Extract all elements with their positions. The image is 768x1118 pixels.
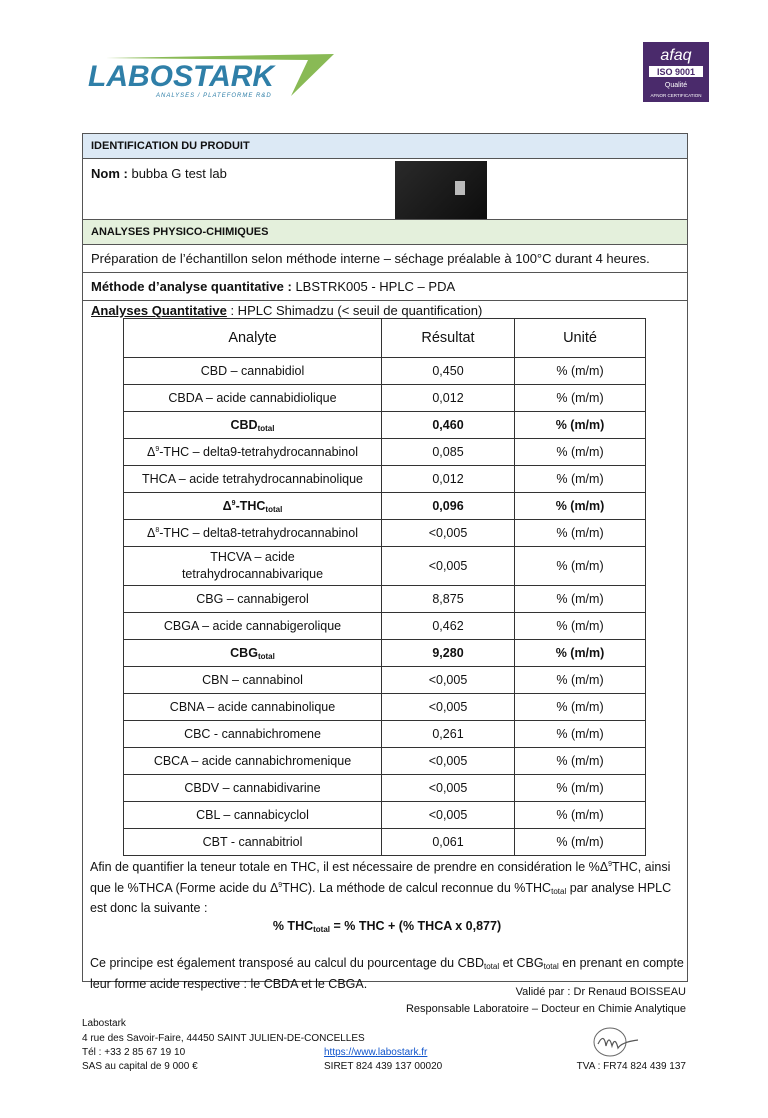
table-row bbox=[124, 439, 646, 466]
table-row bbox=[124, 547, 646, 586]
afaq-iso-badge bbox=[643, 42, 709, 102]
validated-by: Validé par : Dr Renaud BOISSEAU bbox=[515, 986, 686, 998]
unit-cell: % (m/m) bbox=[515, 547, 646, 586]
table-row bbox=[124, 802, 646, 829]
table-row bbox=[124, 667, 646, 694]
analyte-cell: $\Delta^9-THC_{total}$ bbox=[124, 493, 382, 520]
analyte-cell: $CBG_{total}$ bbox=[124, 640, 382, 667]
result-cell: <0,005 bbox=[382, 520, 515, 547]
note-paragraph-1: Afin de quantifier la teneur totale en THC, il est nécessaire de prendre en considération le $\%\Delta^9THC$, ainsi que le %THCA (Forme acide du $\Delta^9THC$). La méthode de calcul reconnue du $\%THC_{total}$ par analyse HPLC est donc la suivante : bbox=[90, 860, 672, 916]
table-row bbox=[124, 493, 646, 520]
footer-company: Labostark bbox=[82, 1018, 126, 1029]
analyte-cell: THCVA – acide tetrahydrocannabivarique bbox=[124, 547, 382, 586]
quant-label: Analyses Quantitative bbox=[91, 303, 227, 318]
result-cell: 0,012 bbox=[382, 466, 515, 493]
table-row bbox=[124, 466, 646, 493]
method-label: Méthode d’analyse quantitative : bbox=[91, 279, 292, 294]
note-paragraph-2: Ce principe est également transposé au calcul du pourcentage du $CBD_{total}$ et $CBG_{total}$ en prenant en compte leur forme acide respective : le CBDA et le CBGA. bbox=[90, 956, 684, 991]
result-cell: 0,061 bbox=[382, 829, 515, 856]
result-cell: <0,005 bbox=[382, 775, 515, 802]
footer-phone: Tél : +33 2 85 67 19 10 bbox=[82, 1047, 186, 1058]
analysis-section-title: ANALYSES PHYSICO-CHIMIQUES bbox=[83, 220, 687, 245]
header-result: Résultat bbox=[382, 319, 515, 358]
unit-cell: % (m/m) bbox=[515, 466, 646, 493]
table-row bbox=[124, 412, 646, 439]
table-row bbox=[124, 748, 646, 775]
result-cell: 0,450 bbox=[382, 358, 515, 385]
brand-tagline: ANALYSES / PLATEFORME R&D bbox=[156, 93, 272, 99]
result-cell: <0,005 bbox=[382, 802, 515, 829]
header-unit: Unité bbox=[515, 319, 646, 358]
result-cell: 0,462 bbox=[382, 613, 515, 640]
analyte-cell: $CBD_{total}$ bbox=[124, 412, 382, 439]
analyte-cell: CBGA – acide cannabigerolique bbox=[124, 613, 382, 640]
unit-cell: % (m/m) bbox=[515, 412, 646, 439]
analyte-cell: $\Delta^8$-THC – delta8-tetrahydrocannabinol bbox=[124, 520, 382, 547]
unit-cell: % (m/m) bbox=[515, 721, 646, 748]
unit-cell: % (m/m) bbox=[515, 358, 646, 385]
method-value: LBSTRK005 - HPLC – PDA bbox=[295, 279, 456, 294]
method-row bbox=[83, 273, 687, 301]
table-header-row bbox=[124, 319, 646, 358]
signature bbox=[584, 1020, 644, 1060]
table-row bbox=[124, 613, 646, 640]
result-cell: <0,005 bbox=[382, 667, 515, 694]
footer-capital: SAS au capital de 9 000 € bbox=[82, 1061, 198, 1072]
analyte-cell: CBDV – cannabidivarine bbox=[124, 775, 382, 802]
header-analyte: Analyte bbox=[124, 319, 382, 358]
result-cell: 0,012 bbox=[382, 385, 515, 412]
analyte-cell: CBDA – acide cannabidiolique bbox=[124, 385, 382, 412]
footer-siret: SIRET 824 439 137 00020 bbox=[324, 1061, 443, 1072]
table-row bbox=[124, 520, 646, 547]
result-cell: 0,261 bbox=[382, 721, 515, 748]
analyte-cell: CBT - cannabitriol bbox=[124, 829, 382, 856]
analyte-cell: CBG – cannabigerol bbox=[124, 586, 382, 613]
analyte-cell: $\Delta^9$-THC – delta9-tetrahydrocannabinol bbox=[124, 439, 382, 466]
unit-cell: % (m/m) bbox=[515, 748, 646, 775]
result-cell: <0,005 bbox=[382, 547, 515, 586]
product-name: bubba G test lab bbox=[131, 166, 227, 181]
name-label: Nom : bbox=[91, 166, 128, 181]
result-cell: <0,005 bbox=[382, 748, 515, 775]
result-cell: <0,005 bbox=[382, 694, 515, 721]
unit-cell: % (m/m) bbox=[515, 640, 646, 667]
unit-cell: % (m/m) bbox=[515, 520, 646, 547]
product-name-row bbox=[83, 159, 687, 220]
calculation-notes bbox=[90, 856, 684, 993]
product-photo bbox=[395, 161, 487, 219]
unit-cell: % (m/m) bbox=[515, 613, 646, 640]
table-row bbox=[124, 694, 646, 721]
table-row bbox=[124, 358, 646, 385]
table-row bbox=[124, 721, 646, 748]
analyte-cell: CBC - cannabichromene bbox=[124, 721, 382, 748]
analyte-cell: CBNA – acide cannabinolique bbox=[124, 694, 382, 721]
thc-formula: % $THC_{total}$ = % THC + (% THCA x 0,877) bbox=[272, 918, 502, 934]
preparation-text: Préparation de l’échantillon selon méthode interne – séchage préalable à 100°C durant 4 heures. bbox=[83, 245, 687, 273]
brand-name: LABOSTARK bbox=[88, 60, 275, 93]
result-cell: 0,096 bbox=[382, 493, 515, 520]
unit-cell: % (m/m) bbox=[515, 775, 646, 802]
table-row bbox=[124, 829, 646, 856]
unit-cell: % (m/m) bbox=[515, 385, 646, 412]
results-table bbox=[123, 318, 646, 856]
afaq-name: afaq bbox=[660, 47, 692, 64]
product-section-title: IDENTIFICATION DU PRODUIT bbox=[83, 134, 687, 159]
footer-tva: TVA : FR74 824 439 137 bbox=[576, 1061, 686, 1072]
analyte-cell: CBCA – acide cannabichromenique bbox=[124, 748, 382, 775]
result-cell: 0,085 bbox=[382, 439, 515, 466]
quality-label: Qualité bbox=[664, 82, 688, 89]
unit-cell: % (m/m) bbox=[515, 439, 646, 466]
result-cell: 9,280 bbox=[382, 640, 515, 667]
unit-cell: % (m/m) bbox=[515, 586, 646, 613]
unit-cell: % (m/m) bbox=[515, 493, 646, 520]
analyte-cell: CBN – cannabinol bbox=[124, 667, 382, 694]
table-row bbox=[124, 775, 646, 802]
validator-role: Responsable Laboratoire – Docteur en Chimie Analytique bbox=[405, 1003, 686, 1015]
labostark-logo bbox=[86, 50, 336, 102]
footer-address: 4 rue des Savoir-Faire, 44450 SAINT JULIEN-DE-CONCELLES bbox=[82, 1033, 365, 1044]
unit-cell: % (m/m) bbox=[515, 802, 646, 829]
analyte-cell: THCA – acide tetrahydrocannabinolique bbox=[124, 466, 382, 493]
analyte-cell: CBL – cannabicyclol bbox=[124, 802, 382, 829]
footer-website-link[interactable]: https://www.labostark.fr bbox=[324, 1047, 428, 1058]
table-row bbox=[124, 586, 646, 613]
table-row bbox=[124, 640, 646, 667]
result-cell: 0,460 bbox=[382, 412, 515, 439]
iso-standard: ISO 9001 bbox=[656, 67, 696, 77]
unit-cell: % (m/m) bbox=[515, 829, 646, 856]
unit-cell: % (m/m) bbox=[515, 667, 646, 694]
table-row bbox=[124, 385, 646, 412]
result-cell: 8,875 bbox=[382, 586, 515, 613]
unit-cell: % (m/m) bbox=[515, 694, 646, 721]
analyte-cell: CBD – cannabidiol bbox=[124, 358, 382, 385]
quant-value: : HPLC Shimadzu (< seuil de quantification) bbox=[230, 303, 483, 318]
cert-body: AFNOR CERTIFICATION bbox=[650, 93, 702, 98]
